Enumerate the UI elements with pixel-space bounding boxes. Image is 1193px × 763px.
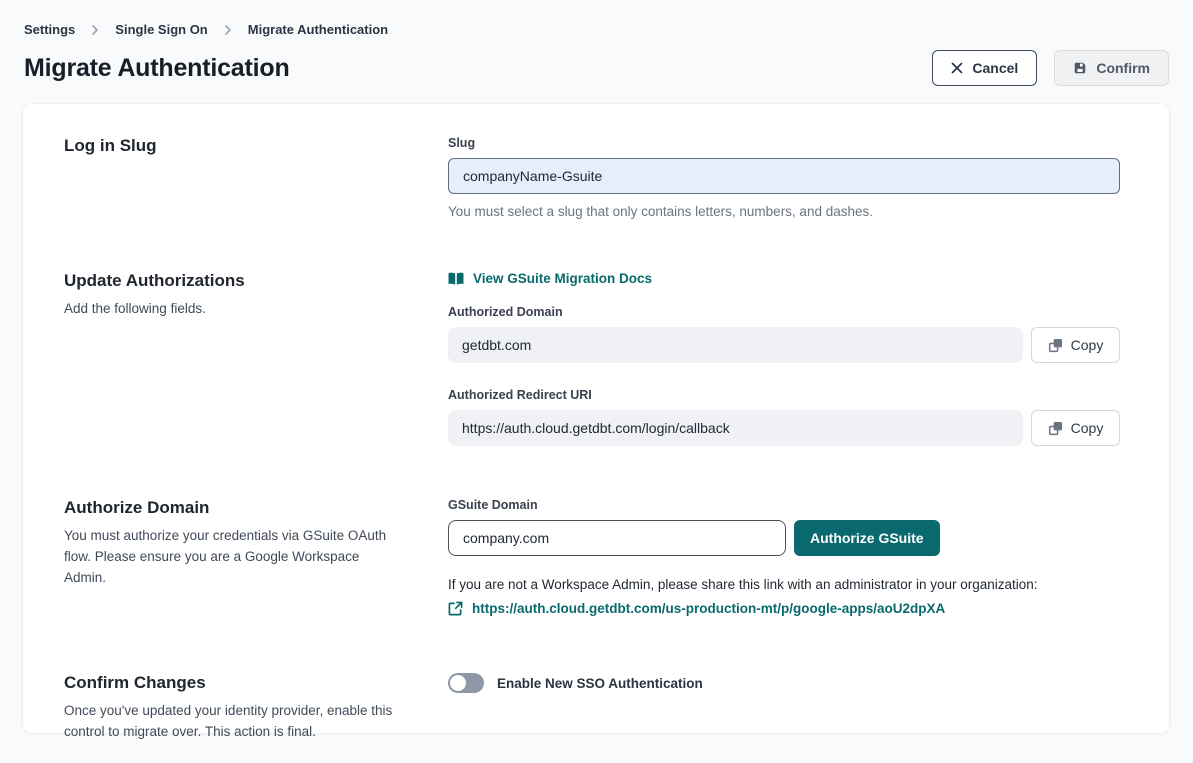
redirect-uri-label: Authorized Redirect URI bbox=[448, 388, 592, 402]
page-title: Migrate Authentication bbox=[24, 53, 290, 82]
confirm-changes-heading: Confirm Changes bbox=[64, 673, 206, 692]
authorize-gsuite-button[interactable]: Authorize GSuite bbox=[794, 520, 940, 556]
redirect-uri-value: https://auth.cloud.getdbt.com/login/callback bbox=[448, 410, 1023, 446]
login-slug-heading: Log in Slug bbox=[64, 136, 157, 155]
chevron-right-icon bbox=[223, 25, 233, 35]
book-icon bbox=[448, 272, 464, 286]
admin-share-link-label: https://auth.cloud.getdbt.com/us-production-mt/p/google-apps/aoU2dpXA bbox=[472, 601, 946, 616]
breadcrumb-migrate-authentication: Migrate Authentication bbox=[247, 22, 389, 37]
header-actions bbox=[932, 50, 1169, 86]
update-authorizations-heading: Update Authorizations bbox=[64, 271, 245, 290]
gsuite-migration-docs-link-label: View GSuite Migration Docs bbox=[473, 271, 653, 286]
section-confirm-changes bbox=[64, 673, 1120, 743]
update-authorizations-description: Add the following fields. bbox=[64, 301, 206, 316]
external-link-icon bbox=[448, 601, 463, 616]
section-authorize-domain bbox=[64, 498, 1120, 621]
x-icon bbox=[951, 62, 963, 74]
save-icon bbox=[1073, 61, 1087, 75]
slug-help-text: You must select a slug that only contains letters, numbers, and dashes. bbox=[448, 204, 873, 219]
section-update-authorizations bbox=[64, 271, 1120, 446]
authorized-domain-label: Authorized Domain bbox=[448, 305, 563, 319]
confirm-button-label: Confirm bbox=[1096, 60, 1150, 76]
copy-redirect-uri-button[interactable] bbox=[1031, 410, 1120, 446]
toggle-knob bbox=[450, 675, 466, 691]
confirm-button[interactable] bbox=[1054, 50, 1169, 86]
page-header bbox=[0, 0, 1193, 86]
authorized-domain-value: getdbt.com bbox=[448, 327, 1023, 363]
copy-button-label: Copy bbox=[1070, 420, 1104, 436]
copy-icon bbox=[1048, 338, 1063, 353]
cancel-button[interactable] bbox=[932, 50, 1037, 86]
authorize-domain-description: You must authorize your credentials via GSuite OAuth flow. Please ensure you are a Google Workspace Admin. bbox=[64, 528, 387, 585]
chevron-right-icon bbox=[90, 25, 100, 35]
admin-share-link[interactable] bbox=[448, 601, 945, 616]
enable-sso-toggle[interactable] bbox=[448, 673, 484, 693]
copy-icon bbox=[1048, 421, 1063, 436]
gsuite-migration-docs-link[interactable] bbox=[448, 271, 652, 286]
enable-sso-toggle-label: Enable New SSO Authentication bbox=[497, 675, 703, 691]
copy-button-label: Copy bbox=[1070, 337, 1104, 353]
slug-input[interactable] bbox=[448, 158, 1120, 194]
confirm-changes-description: Once you've updated your identity provider, enable this control to migrate over. This action is final. bbox=[64, 703, 393, 739]
authorize-domain-heading: Authorize Domain bbox=[64, 498, 210, 517]
section-login-slug bbox=[64, 136, 1120, 219]
copy-authorized-domain-button[interactable] bbox=[1031, 327, 1120, 363]
breadcrumb bbox=[24, 22, 1169, 37]
cancel-button-label: Cancel bbox=[972, 60, 1019, 76]
gsuite-domain-label: GSuite Domain bbox=[448, 498, 538, 512]
settings-card bbox=[22, 103, 1170, 739]
slug-label: Slug bbox=[448, 136, 476, 150]
breadcrumb-settings[interactable]: Settings bbox=[24, 22, 76, 37]
breadcrumb-single-sign-on[interactable]: Single Sign On bbox=[115, 22, 208, 37]
gsuite-domain-input[interactable] bbox=[448, 520, 786, 556]
workspace-admin-note: If you are not a Workspace Admin, please share this link with an administrator in your organization: bbox=[448, 577, 1038, 592]
